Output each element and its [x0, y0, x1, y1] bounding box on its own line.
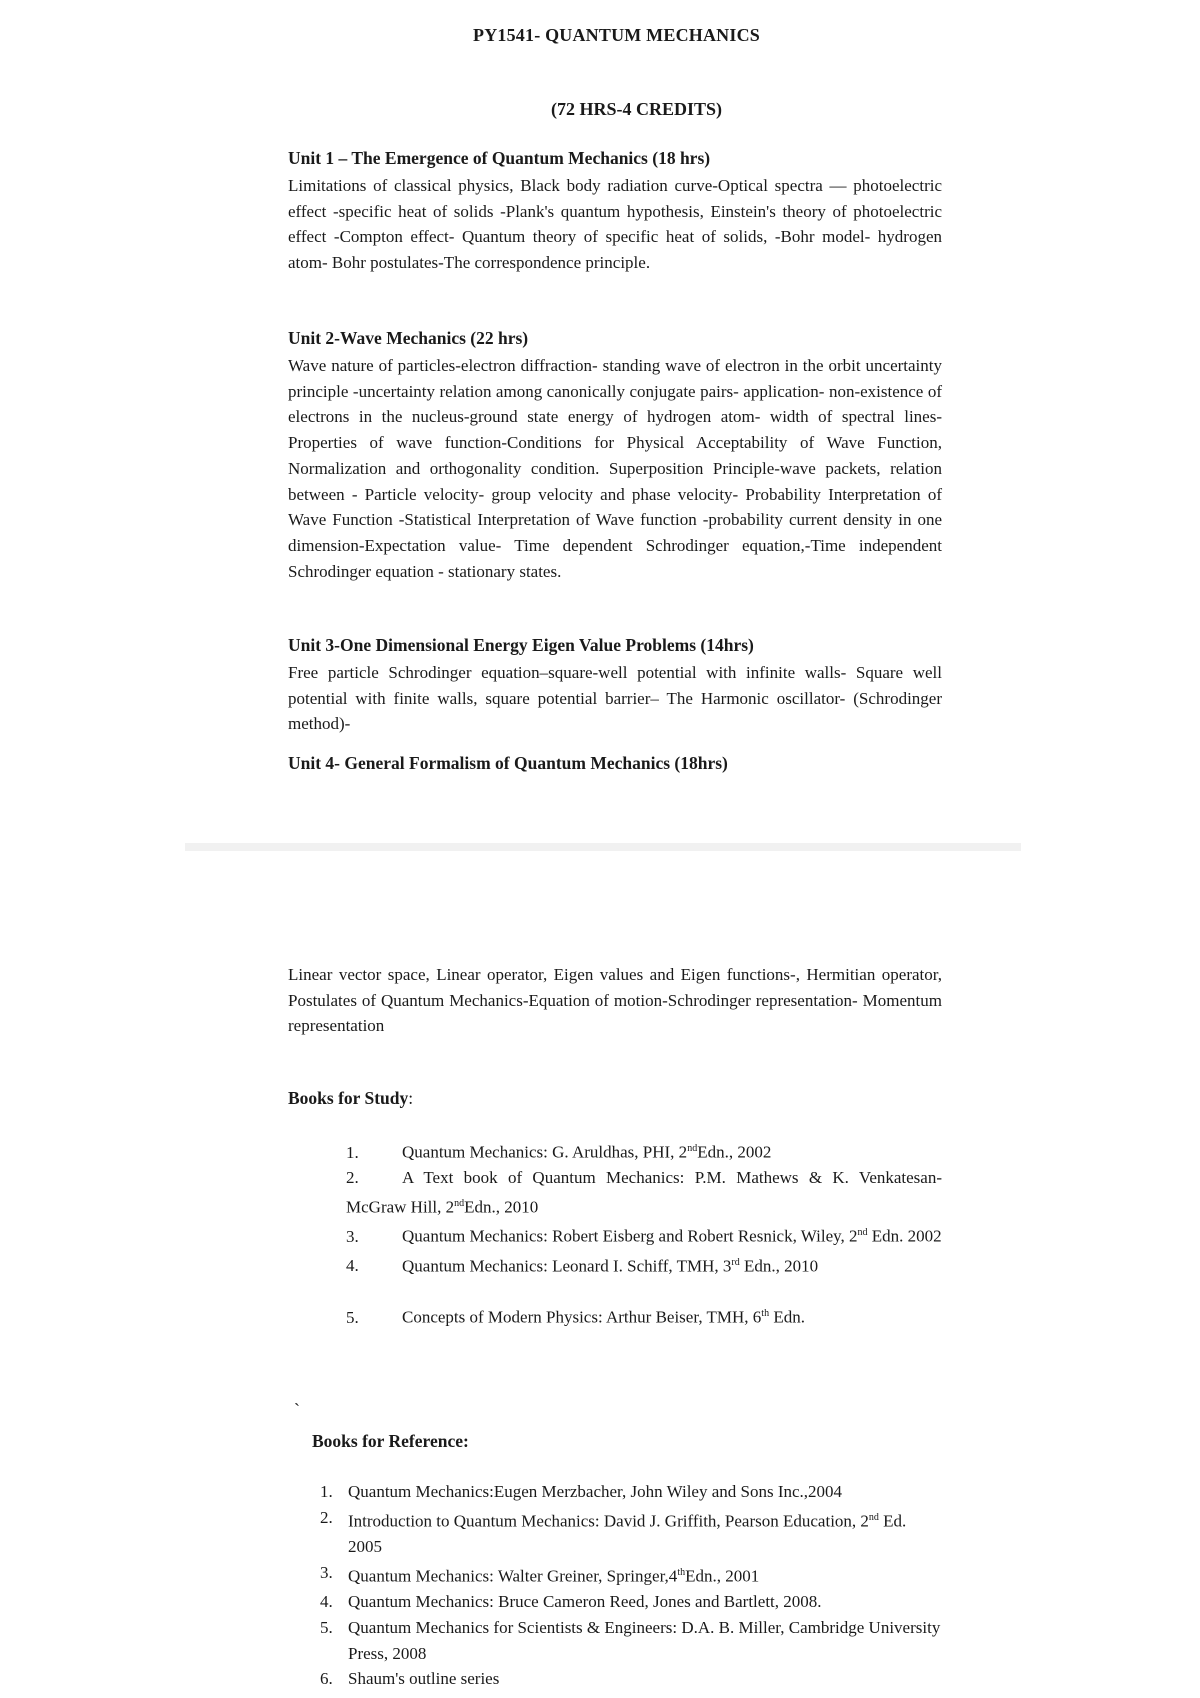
- unit-1-heading: Unit 1 – The Emergence of Quantum Mechanics (18 hrs): [288, 148, 711, 168]
- study-book-3: [346, 1220, 942, 1249]
- books-for-study-list: [346, 1136, 942, 1331]
- unit-2-body: Wave nature of particles-electron diffraction- standing wave of electron in the orbit uncertainty principle -uncertainty relation among canonically conjugate pairs- application- non-existence of electrons in the nucleus-ground state energy of hydrogen atom- width of spectral lines-Properties of wave function-Conditions for Physical Acceptability of Wave Function, Normalization and orthogonality condition. Superposition Principle-wave packets, relation between - Particle velocity- group velocity and phase velocity- Probability Interpretation of Wave Function -Statistical Interpretation of Wave function -probability current density in one dimension-Expectation value- Time dependent Schrodinger equation,-Time independent Schrodinger equation - stationary states.: [288, 356, 942, 581]
- list-number: 4.: [320, 1592, 333, 1612]
- books-for-reference-heading: Books for Reference:: [312, 1431, 469, 1451]
- course-title: PY1541- QUANTUM MECHANICS: [473, 25, 760, 45]
- list-number: 3.: [320, 1562, 333, 1582]
- list-number: 5.: [346, 1307, 359, 1327]
- book-edition: Edn., 2010: [464, 1197, 539, 1217]
- study-book-1: [346, 1136, 942, 1165]
- superscript: nd: [868, 1511, 879, 1523]
- book-edition: Edn. 2002: [867, 1227, 942, 1247]
- book-edition: Ed. 2005: [348, 1511, 907, 1557]
- study-book-5: [346, 1301, 942, 1330]
- list-number: 3.: [346, 1227, 359, 1247]
- reference-book-6: [320, 1666, 942, 1692]
- page-break-divider: [185, 843, 1021, 851]
- list-number: 2.: [346, 1168, 359, 1188]
- book-text: Quantum Mechanics:Eugen Merzbacher, John Wiley and Sons Inc.,2004: [348, 1482, 843, 1501]
- book-text: Quantum Mechanics: Walter Greiner, Springer,4: [348, 1566, 678, 1586]
- unit-1-body: Limitations of classical physics, Black body radiation curve-Optical spectra — photoelectric effect -specific heat of solids -Plank's quantum hypothesis, Einstein's theory of photoelectric effect -Compton effect- Quantum theory of specific heat of solids, -Bohr model- hydrogen atom- Bohr postulates-The correspondence principle.: [288, 176, 942, 273]
- unit-4-body: Linear vector space, Linear operator, Eigen values and Eigen functions-, Hermitian operator, Postulates of Quantum Mechanics-Equation of motion-Schrodinger representation- Momentum representation: [288, 965, 942, 1036]
- stray-mark: `: [294, 1400, 300, 1420]
- course-credits: (72 HRS-4 CREDITS): [550, 99, 723, 119]
- study-book-2: [346, 1165, 942, 1220]
- unit-4-heading: Unit 4- General Formalism of Quantum Mechanics (18hrs): [288, 753, 728, 773]
- reference-book-1: [320, 1479, 942, 1505]
- study-book-4: [346, 1250, 942, 1279]
- books-for-study-heading: [288, 1088, 413, 1109]
- unit-2-heading: Unit 2-Wave Mechanics (22 hrs): [288, 328, 529, 348]
- list-number: 1.: [320, 1482, 333, 1501]
- reference-book-5: [320, 1615, 942, 1666]
- book-text: A Text book of Quantum Mechanics: P.M. Mathews & K. Venkatesan- McGraw Hill, 2: [346, 1168, 942, 1217]
- superscript: nd: [454, 1198, 465, 1210]
- unit-3-body: Free particle Schrodinger equation–square-well potential with infinite walls- Square well potential with finite walls, square potential barrier– The Harmonic oscillator- (Schrodinger method)-: [288, 663, 942, 734]
- superscript: rd: [731, 1256, 740, 1268]
- book-text: Shaum's outline series: [348, 1669, 500, 1689]
- reference-book-2: [320, 1505, 942, 1560]
- book-text: Quantum Mechanics for Scientists & Engineers: D.A. B. Miller, Cambridge University Press, 2008: [348, 1617, 941, 1663]
- list-number: 1.: [346, 1142, 359, 1162]
- superscript: nd: [857, 1227, 868, 1239]
- book-edition: Edn.: [769, 1307, 805, 1327]
- superscript: th: [761, 1308, 770, 1320]
- book-text: Quantum Mechanics: Robert Eisberg and Robert Resnick, Wiley, 2: [402, 1227, 858, 1247]
- books-for-study-title: Books for Study: [288, 1088, 409, 1108]
- reference-book-3: [320, 1560, 942, 1589]
- reference-book-4: [320, 1589, 942, 1615]
- list-number: 2.: [320, 1507, 333, 1527]
- list-number: 4.: [346, 1256, 359, 1276]
- book-text: Introduction to Quantum Mechanics: David J. Griffith, Pearson Education, 2: [348, 1511, 869, 1531]
- book-edition: Edn., 2010: [739, 1256, 819, 1276]
- books-for-study-colon: :: [408, 1088, 414, 1108]
- book-edition: Edn., 2001: [685, 1566, 760, 1586]
- book-text: Quantum Mechanics: Bruce Cameron Reed, Jones and Bartlett, 2008.: [348, 1592, 822, 1612]
- book-edition: Edn., 2002: [697, 1142, 772, 1162]
- superscript: th: [677, 1566, 686, 1578]
- list-number: 5.: [320, 1617, 333, 1637]
- book-text: Quantum Mechanics: Leonard I. Schiff, TMH, 3: [402, 1256, 732, 1276]
- book-text: Concepts of Modern Physics: Arthur Beiser, TMH, 6: [402, 1307, 762, 1327]
- list-number: 6.: [320, 1669, 333, 1689]
- unit-3-heading: Unit 3-One Dimensional Energy Eigen Value Problems (14hrs): [288, 635, 754, 655]
- superscript: nd: [687, 1143, 698, 1154]
- books-for-reference-list: [320, 1479, 942, 1692]
- book-text: Quantum Mechanics: G. Aruldhas, PHI, 2: [402, 1142, 688, 1162]
